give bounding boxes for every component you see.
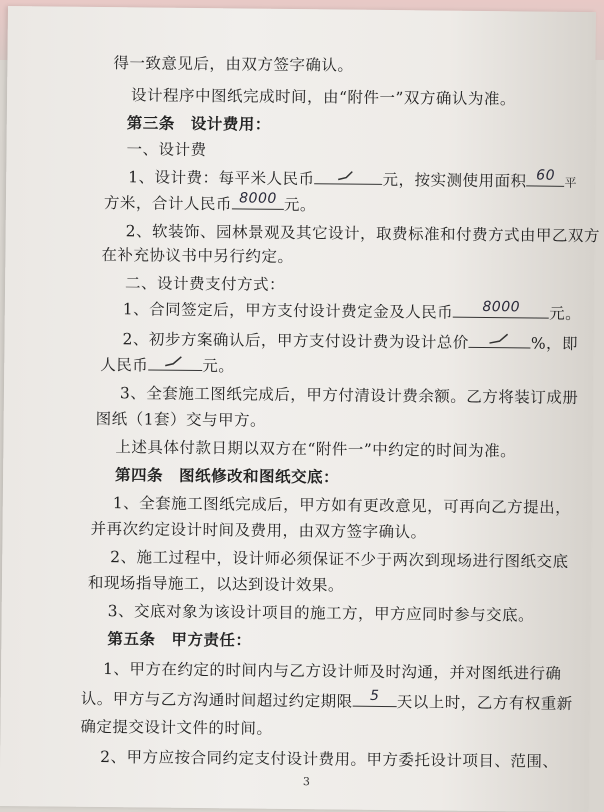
text-fragment: 元。: [202, 357, 235, 376]
text-fragment: 元，按实测使用面积: [382, 170, 527, 191]
page-number: 3: [302, 775, 310, 789]
text-fragment: 平: [564, 175, 578, 190]
text-line: [122, 327, 578, 354]
text-fragment: 1、合同签定后，甲方支付设计费定金及人民币: [122, 300, 454, 322]
text-line: [123, 297, 582, 324]
article-3-heading: 第三条 设计费用：: [126, 113, 271, 134]
text-line: 得一致意见后，由双方签字确认。: [113, 54, 354, 75]
handwritten-deposit: 8000: [482, 298, 521, 316]
text-fragment: 人民币: [100, 355, 149, 375]
text-fragment: 2、初步方案确认后，甲方支付设计费为设计总价: [122, 330, 469, 352]
deposit-blank: [453, 298, 549, 319]
text-fragment: 元。: [283, 195, 317, 215]
text-line: [128, 165, 577, 192]
text-line: 2、施工过程中，设计师必须保证不少于两次到现场进行图纸交底: [110, 548, 569, 571]
fee-per-sqm-blank: [315, 167, 383, 185]
text-line: [81, 687, 573, 714]
article-4-heading: 第四条 图纸修改和图纸交底：: [114, 465, 340, 487]
text-line: 2、甲方应按合同约定支付设计费用。甲方委托设计项目、范围、: [100, 748, 559, 771]
text-fragment: %，即: [530, 334, 579, 353]
text-line: 确定提交设计文件的时间。: [80, 717, 273, 738]
text-line: 2、软装饰、园林景观及其它设计，取费标准和付费方式由甲乙双方: [125, 222, 601, 246]
text-line: [100, 353, 234, 376]
days-blank: [353, 687, 397, 707]
text-line: [104, 191, 316, 215]
section-heading: 二、设计费支付方式：: [125, 274, 286, 294]
text-line: 并再次约定设计时间及费用，由双方签字确认。: [90, 519, 427, 542]
text-line: 和现场指导施工，以达到设计效果。: [87, 573, 345, 595]
handwritten-total: 8000: [239, 190, 277, 207]
area-blank: [527, 169, 565, 186]
text-line: 上述具体付款日期以双方在“附件一”中约定的时间为准。: [115, 438, 517, 461]
text-line: 1、甲方在约定的时间内与乙方设计师及时沟通，并对图纸进行确: [102, 660, 562, 683]
text-fragment: 方米，合计人民币: [103, 194, 233, 214]
text-line: 1、全套施工图纸完成后，甲方如有更改意见，可再向乙方提出，: [112, 494, 572, 517]
text-line: 在补充协议书中另行约定。: [101, 245, 294, 267]
dash-mark-icon: [337, 169, 361, 181]
handwritten-days: 5: [370, 687, 380, 704]
dash-mark-icon: [163, 356, 187, 368]
text-fragment: 认。甲方与乙方沟通时间超过约定期限: [80, 689, 353, 711]
amount-blank: [148, 353, 202, 371]
text-line: 3、交底对象为该设计项目的施工方，甲方应同时参与交底。: [107, 602, 535, 625]
text-fragment: 元。: [549, 304, 582, 324]
article-5-heading: 第五条 甲方责任：: [107, 629, 252, 650]
text-fragment: 1、设计费：每平米人民币: [128, 168, 315, 189]
section-heading: 一、设计费: [126, 140, 207, 160]
text-fragment: 天以上时，乙方有权重新: [396, 693, 573, 713]
contract-page: [0, 6, 601, 812]
percentage-blank: [469, 331, 531, 349]
text-line: 图纸（1套）交与甲方。: [95, 409, 267, 430]
text-line: 设计程序中图纸完成时间，由“附件一”双方确认为准。: [130, 86, 517, 109]
text-line: 3、全套施工图纸完成后，甲方付清设计费余额。乙方将装订成册: [119, 384, 579, 407]
dash-mark-icon: [488, 333, 512, 345]
handwritten-area: 60: [536, 167, 556, 184]
total-amount-blank: [232, 192, 284, 210]
